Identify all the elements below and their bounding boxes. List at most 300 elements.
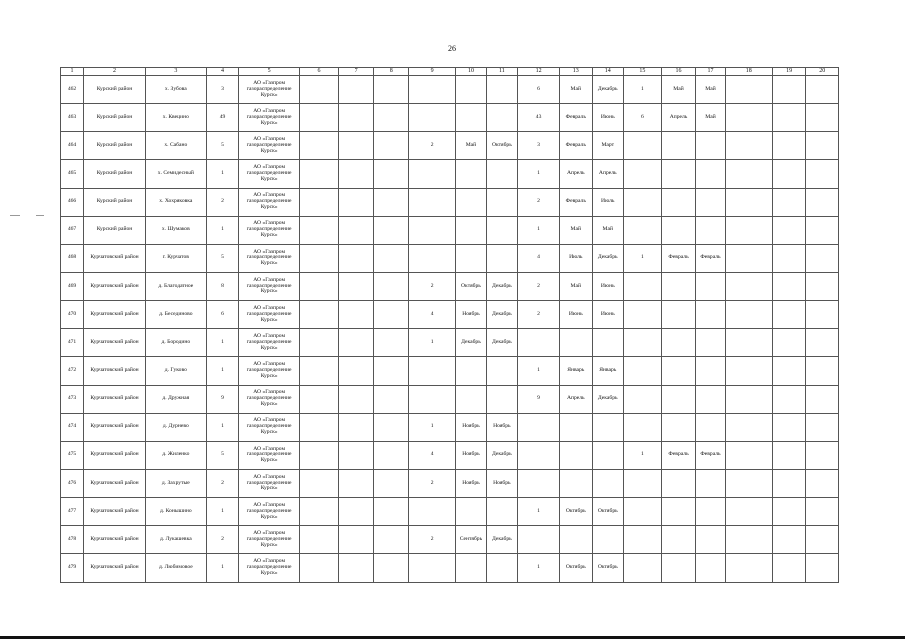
cell-col-7 [338,441,374,469]
cell-col-16 [661,188,696,216]
cell-col-14 [592,441,623,469]
column-header-13: 13 [560,68,593,76]
cell-col-9 [409,554,456,582]
cell-col-18 [725,385,772,413]
cell-col-14: Январь [592,357,623,385]
cell-col-3: д. Лукашевка [145,526,206,554]
cell-col-4: 9 [206,385,239,413]
cell-col-6 [300,272,339,300]
cell-col-18 [725,357,772,385]
cell-col-4: 1 [206,160,239,188]
column-header-5: 5 [239,68,300,76]
cell-col-20 [806,329,839,357]
cell-col-9: 2 [409,272,456,300]
cell-col-10 [456,385,486,413]
cell-col-3: д. Гуково [145,357,206,385]
cell-col-17: Февраль [696,244,725,272]
cell-col-1: 470 [61,301,84,329]
column-header-15: 15 [623,68,661,76]
cell-col-10 [456,160,486,188]
cell-col-15 [623,554,661,582]
cell-col-10 [456,76,486,104]
cell-col-9: 2 [409,526,456,554]
cell-col-11: Ноябрь [486,413,517,441]
cell-col-16 [661,216,696,244]
cell-col-9: 2 [409,469,456,497]
cell-col-5: АО «Газпром газораспределение Курск» [239,469,300,497]
cell-col-17 [696,385,725,413]
scan-border [0,636,905,639]
cell-col-18 [725,160,772,188]
cell-col-1: 465 [61,160,84,188]
cell-col-12: 2 [518,301,560,329]
cell-col-18 [725,188,772,216]
column-header-1: 1 [61,68,84,76]
cell-col-14: Май [592,216,623,244]
cell-col-4: 2 [206,188,239,216]
cell-col-7 [338,301,374,329]
cell-col-18 [725,413,772,441]
cell-col-2: Курчатовский район [84,413,146,441]
cell-col-8 [374,216,409,244]
table-row [61,469,839,497]
cell-col-12: 43 [518,104,560,132]
cell-col-15: 1 [623,76,661,104]
cell-col-7 [338,216,374,244]
cell-col-3: х. Квецино [145,104,206,132]
cell-col-4: 1 [206,413,239,441]
cell-col-6 [300,76,339,104]
cell-col-18 [725,329,772,357]
cell-col-11 [486,188,517,216]
cell-col-4: 8 [206,272,239,300]
column-header-8: 8 [374,68,409,76]
cell-col-6 [300,413,339,441]
cell-col-11: Декабрь [486,272,517,300]
table-row [61,329,839,357]
column-header-7: 7 [338,68,374,76]
cell-col-18 [725,469,772,497]
cell-col-11 [486,244,517,272]
cell-col-12: 1 [518,357,560,385]
cell-col-17 [696,160,725,188]
cell-col-1: 473 [61,385,84,413]
cell-col-3: д. Благодатное [145,272,206,300]
cell-col-18 [725,441,772,469]
cell-col-14: Декабрь [592,244,623,272]
cell-col-8 [374,357,409,385]
cell-col-11: Ноябрь [486,469,517,497]
cell-col-8 [374,526,409,554]
cell-col-15 [623,132,661,160]
cell-col-14: Декабрь [592,76,623,104]
cell-col-3: д. Дружная [145,385,206,413]
cell-col-13: Май [560,272,593,300]
table-row [61,160,839,188]
cell-col-8 [374,104,409,132]
cell-col-7 [338,104,374,132]
cell-col-10 [456,188,486,216]
cell-col-8 [374,188,409,216]
cell-col-5: АО «Газпром газораспределение Курск» [239,385,300,413]
cell-col-19 [772,385,806,413]
cell-col-14: Июнь [592,301,623,329]
cell-col-5: АО «Газпром газораспределение Курск» [239,188,300,216]
column-header-16: 16 [661,68,696,76]
cell-col-7 [338,329,374,357]
cell-col-5: АО «Газпром газораспределение Курск» [239,216,300,244]
cell-col-8 [374,244,409,272]
cell-col-19 [772,498,806,526]
cell-col-14: Октябрь [592,498,623,526]
cell-col-12: 2 [518,272,560,300]
cell-col-15 [623,301,661,329]
scan-mark [10,215,20,216]
cell-col-12: 1 [518,160,560,188]
cell-col-19 [772,160,806,188]
cell-col-17 [696,216,725,244]
cell-col-4: 2 [206,526,239,554]
cell-col-12 [518,329,560,357]
cell-col-1: 472 [61,357,84,385]
cell-col-10 [456,216,486,244]
cell-col-20 [806,385,839,413]
column-header-20: 20 [806,68,839,76]
cell-col-13: Июль [560,244,593,272]
cell-col-10 [456,357,486,385]
cell-col-15: 1 [623,441,661,469]
cell-col-10 [456,104,486,132]
cell-col-4: 5 [206,244,239,272]
cell-col-12: 4 [518,244,560,272]
cell-col-5: АО «Газпром газораспределение Курск» [239,76,300,104]
cell-col-6 [300,498,339,526]
cell-col-11 [486,160,517,188]
cell-col-14 [592,526,623,554]
cell-col-6 [300,469,339,497]
cell-col-18 [725,244,772,272]
cell-col-4: 1 [206,216,239,244]
cell-col-13: Апрель [560,385,593,413]
cell-col-15: 1 [623,244,661,272]
cell-col-18 [725,216,772,244]
cell-col-18 [725,301,772,329]
cell-col-3: д. Любимовое [145,554,206,582]
cell-col-1: 463 [61,104,84,132]
column-header-4: 4 [206,68,239,76]
cell-col-7 [338,413,374,441]
cell-col-12: 6 [518,76,560,104]
cell-col-9 [409,104,456,132]
cell-col-16 [661,469,696,497]
cell-col-15 [623,469,661,497]
cell-col-17 [696,357,725,385]
cell-col-13: Февраль [560,132,593,160]
cell-col-3: х. Сабано [145,132,206,160]
cell-col-19 [772,413,806,441]
cell-col-4: 49 [206,104,239,132]
cell-col-2: Курчатовский район [84,441,146,469]
cell-col-19 [772,76,806,104]
cell-col-19 [772,104,806,132]
cell-col-7 [338,554,374,582]
cell-col-1: 474 [61,413,84,441]
cell-col-6 [300,104,339,132]
cell-col-18 [725,498,772,526]
cell-col-14 [592,469,623,497]
table-row [61,301,839,329]
cell-col-12 [518,413,560,441]
cell-col-4: 5 [206,132,239,160]
cell-col-13 [560,329,593,357]
cell-col-16 [661,160,696,188]
cell-col-14: Октябрь [592,554,623,582]
cell-col-1: 464 [61,132,84,160]
cell-col-17 [696,132,725,160]
cell-col-11 [486,216,517,244]
cell-col-9 [409,244,456,272]
cell-col-18 [725,554,772,582]
table-row [61,441,839,469]
cell-col-16 [661,272,696,300]
cell-col-17 [696,188,725,216]
cell-col-2: Курчатовский район [84,357,146,385]
cell-col-7 [338,469,374,497]
cell-col-2: Курский район [84,132,146,160]
cell-col-8 [374,160,409,188]
cell-col-14: Июнь [592,272,623,300]
cell-col-10: Сентябрь [456,526,486,554]
table-row [61,498,839,526]
table-row [61,76,839,104]
cell-col-8 [374,498,409,526]
cell-col-20 [806,441,839,469]
cell-col-5: АО «Газпром газораспределение Курск» [239,357,300,385]
cell-col-6 [300,526,339,554]
cell-col-12: 9 [518,385,560,413]
cell-col-13 [560,441,593,469]
cell-col-11 [486,76,517,104]
cell-col-13 [560,413,593,441]
cell-col-11: Декабрь [486,301,517,329]
cell-col-5: АО «Газпром газораспределение Курск» [239,526,300,554]
cell-col-2: Курчатовский район [84,498,146,526]
cell-col-20 [806,413,839,441]
cell-col-16 [661,385,696,413]
cell-col-12 [518,441,560,469]
cell-col-9 [409,188,456,216]
cell-col-20 [806,244,839,272]
cell-col-15 [623,385,661,413]
cell-col-6 [300,554,339,582]
cell-col-19 [772,132,806,160]
cell-col-9 [409,76,456,104]
gasification-schedule-table [60,67,839,583]
cell-col-19 [772,244,806,272]
cell-col-12: 1 [518,216,560,244]
cell-col-8 [374,469,409,497]
cell-col-16 [661,357,696,385]
cell-col-4: 1 [206,357,239,385]
cell-col-9 [409,498,456,526]
cell-col-5: АО «Газпром газораспределение Курск» [239,498,300,526]
cell-col-15 [623,188,661,216]
cell-col-20 [806,76,839,104]
cell-col-9 [409,357,456,385]
cell-col-6 [300,216,339,244]
cell-col-15 [623,160,661,188]
cell-col-7 [338,244,374,272]
cell-col-15 [623,413,661,441]
cell-col-3: х. Шумаков [145,216,206,244]
column-header-14: 14 [592,68,623,76]
column-number-row [61,68,839,76]
cell-col-20 [806,469,839,497]
cell-col-19 [772,188,806,216]
cell-col-1: 469 [61,272,84,300]
cell-col-9: 4 [409,301,456,329]
cell-col-12: 3 [518,132,560,160]
cell-col-10 [456,554,486,582]
cell-col-3: х. Хохряковка [145,188,206,216]
cell-col-8 [374,554,409,582]
cell-col-2: Курский район [84,188,146,216]
cell-col-11 [486,385,517,413]
cell-col-9 [409,216,456,244]
cell-col-7 [338,188,374,216]
cell-col-5: АО «Газпром газораспределение Курск» [239,244,300,272]
cell-col-7 [338,526,374,554]
cell-col-13: Февраль [560,188,593,216]
cell-col-5: АО «Газпром газораспределение Курск» [239,132,300,160]
cell-col-13: Апрель [560,160,593,188]
cell-col-2: Курчатовский район [84,272,146,300]
cell-col-20 [806,498,839,526]
cell-col-17 [696,413,725,441]
cell-col-18 [725,272,772,300]
cell-col-2: Курский район [84,160,146,188]
cell-col-7 [338,498,374,526]
cell-col-9: 2 [409,132,456,160]
cell-col-13 [560,469,593,497]
table-row [61,104,839,132]
cell-col-16 [661,132,696,160]
cell-col-7 [338,160,374,188]
cell-col-10: Ноябрь [456,301,486,329]
column-header-19: 19 [772,68,806,76]
cell-col-3: д. Дурнево [145,413,206,441]
cell-col-10: Ноябрь [456,441,486,469]
cell-col-4: 1 [206,329,239,357]
cell-col-16: Май [661,76,696,104]
cell-col-3: д. Захрутые [145,469,206,497]
cell-col-20 [806,104,839,132]
cell-col-10: Ноябрь [456,413,486,441]
cell-col-11 [486,554,517,582]
column-header-18: 18 [725,68,772,76]
cell-col-1: 471 [61,329,84,357]
table-row [61,216,839,244]
cell-col-4: 6 [206,301,239,329]
cell-col-15 [623,216,661,244]
cell-col-19 [772,441,806,469]
cell-col-11: Декабрь [486,526,517,554]
cell-col-3: д. Бесединово [145,301,206,329]
cell-col-11 [486,498,517,526]
cell-col-15: 6 [623,104,661,132]
cell-col-11: Декабрь [486,441,517,469]
cell-col-17: Май [696,104,725,132]
cell-col-8 [374,413,409,441]
cell-col-7 [338,385,374,413]
cell-col-13: Январь [560,357,593,385]
cell-col-11: Декабрь [486,329,517,357]
cell-col-3: г. Курчатов [145,244,206,272]
cell-col-10 [456,498,486,526]
cell-col-8 [374,132,409,160]
cell-col-20 [806,357,839,385]
column-header-12: 12 [518,68,560,76]
table-body [61,76,839,583]
cell-col-14: Июль [592,188,623,216]
cell-col-8 [374,329,409,357]
cell-col-8 [374,385,409,413]
cell-col-16 [661,329,696,357]
cell-col-4: 2 [206,469,239,497]
cell-col-10: Октябрь [456,272,486,300]
cell-col-3: д. Бородино [145,329,206,357]
cell-col-15 [623,526,661,554]
cell-col-16 [661,526,696,554]
cell-col-16 [661,498,696,526]
cell-col-12 [518,469,560,497]
cell-col-17 [696,498,725,526]
cell-col-16 [661,554,696,582]
cell-col-9 [409,160,456,188]
cell-col-5: АО «Газпром газораспределение Курск» [239,329,300,357]
cell-col-17: Февраль [696,441,725,469]
cell-col-19 [772,216,806,244]
cell-col-7 [338,357,374,385]
cell-col-2: Курский район [84,216,146,244]
cell-col-18 [725,526,772,554]
cell-col-14 [592,329,623,357]
cell-col-13: Май [560,216,593,244]
cell-col-15 [623,498,661,526]
cell-col-5: АО «Газпром газораспределение Курск» [239,441,300,469]
cell-col-3: д. Конышино [145,498,206,526]
cell-col-6 [300,244,339,272]
cell-col-3: д. Жиленко [145,441,206,469]
cell-col-1: 479 [61,554,84,582]
cell-col-15 [623,272,661,300]
cell-col-2: Курчатовский район [84,526,146,554]
cell-col-12: 1 [518,498,560,526]
cell-col-20 [806,160,839,188]
cell-col-14 [592,413,623,441]
cell-col-11 [486,357,517,385]
cell-col-1: 466 [61,188,84,216]
cell-col-10 [456,244,486,272]
cell-col-16: Февраль [661,244,696,272]
cell-col-20 [806,526,839,554]
table-row [61,413,839,441]
column-header-2: 2 [84,68,146,76]
cell-col-15 [623,357,661,385]
cell-col-1: 476 [61,469,84,497]
cell-col-19 [772,329,806,357]
column-header-9: 9 [409,68,456,76]
